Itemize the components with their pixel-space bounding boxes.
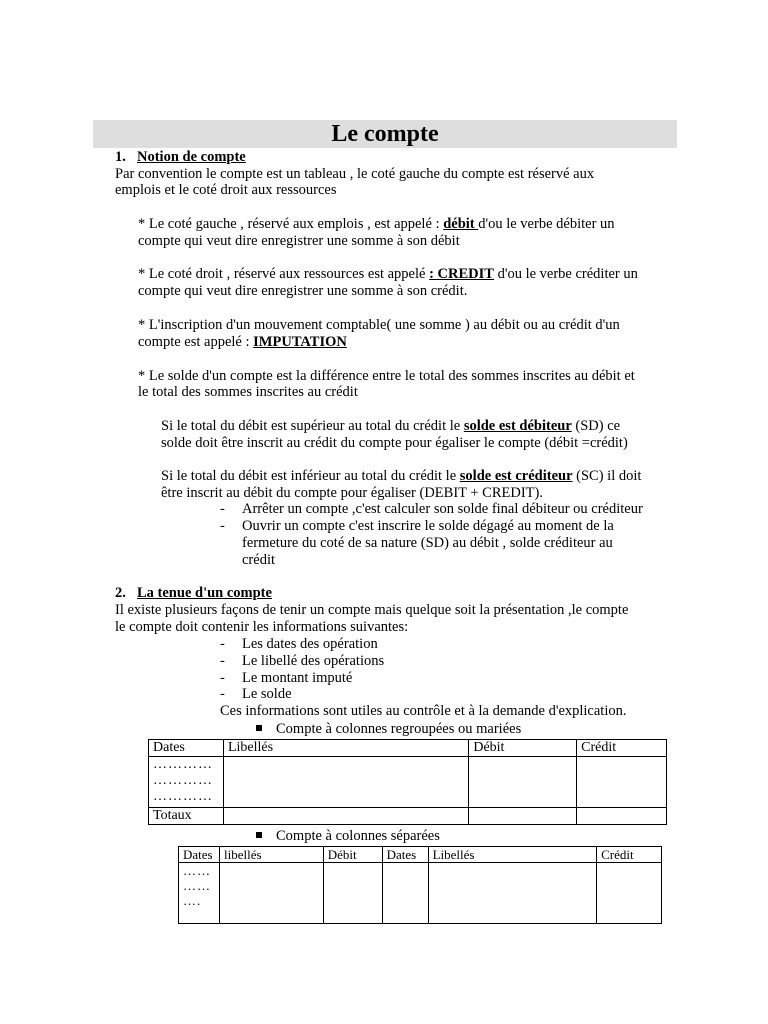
section-2-heading	[115, 585, 272, 602]
bullet-debit-line1	[138, 216, 615, 233]
section-2-intro-line2: le compte doit contenir les informations suivantes:	[115, 619, 409, 635]
dotted-placeholder: ……	[183, 878, 211, 893]
bullet-credit-line1	[138, 266, 638, 283]
page-title: Le compte	[331, 121, 439, 147]
dotted-placeholder: ….	[183, 893, 202, 908]
section-1-number: 1.	[115, 149, 126, 165]
keyword-imputation: IMPUTATION	[253, 334, 347, 350]
credit-cell	[577, 757, 667, 808]
paragraph-debiteur-line2: solde doit être inscrit au crédit du compte pour égaliser le compte (débit =crédit)	[161, 435, 628, 451]
table2-caption-text: Compte à colonnes séparées	[276, 828, 440, 844]
info-note: Ces informations sont utiles au contrôle et à la demande d'explication.	[220, 703, 627, 719]
paragraph-debiteur-line1	[161, 418, 620, 435]
totals-libelles-cell	[223, 808, 468, 825]
section-1-intro-line2: emplois et le coté droit aux ressources	[115, 182, 337, 198]
dash-marker: -	[220, 636, 225, 652]
section-2-intro-line1: Il existe plusieurs façons de tenir un compte mais quelque soit la présentation ,le compte	[115, 602, 629, 618]
table-colonnes-separees	[178, 846, 662, 924]
paragraph-crediteur-text: Si le total du débit est inférieur au total du crédit le	[161, 468, 460, 484]
bullet-solde-line1: * Le solde d'un compte est la différence entre le total des sommes inscrites au débit et	[138, 368, 635, 384]
totals-credit-cell	[577, 808, 667, 825]
header-debit: Débit	[323, 847, 382, 863]
bullet-debit-line2: compte qui veut dire enregistrer une somme à son débit	[138, 233, 460, 249]
header-libelles: libellés	[219, 847, 323, 863]
libelles-cell	[223, 757, 468, 808]
dash-item-ouvrir-line3: crédit	[242, 552, 276, 568]
paragraph-crediteur-line1	[161, 468, 641, 485]
dash-marker: -	[220, 518, 225, 534]
dotted-placeholder: ……	[183, 863, 211, 878]
credit-cell	[597, 863, 662, 924]
bullet-imputation-text: compte est appelé :	[138, 334, 254, 350]
table-header-row	[149, 740, 667, 757]
keyword-solde-crediteur: solde est créditeur	[459, 468, 573, 484]
debit-cell	[323, 863, 382, 924]
bullet-debit-text-end: d'ou le verbe débiter un	[478, 216, 615, 232]
totals-label: Totaux	[149, 808, 224, 825]
paragraph-debiteur-text: Si le total du débit est supérieur au total du crédit le	[161, 418, 464, 434]
section-1-heading	[115, 149, 246, 166]
header-dates: Dates	[179, 847, 220, 863]
paragraph-crediteur-line2: être inscrit au débit du compte pour égaliser (DEBIT + CREDIT).	[161, 485, 543, 501]
paragraph-debiteur-text-end: (SD) ce	[571, 418, 621, 434]
dash-marker: -	[220, 670, 225, 686]
bullet-credit-text-end: d'ou le verbe créditer un	[493, 266, 638, 282]
square-bullet-icon	[256, 832, 262, 838]
table2-caption	[256, 828, 440, 845]
libelles-cell	[219, 863, 323, 924]
section-1-title: Notion de compte	[137, 149, 246, 165]
bullet-credit-line2: compte qui veut dire enregistrer une somme à son crédit.	[138, 283, 468, 299]
dash-item-ouvrir-line1: Ouvrir un compte c'est inscrire le solde dégagé au moment de la	[242, 518, 614, 534]
dotted-placeholder: …………	[153, 757, 213, 772]
info-item-montant: Le montant imputé	[242, 670, 353, 686]
dates-cell-2	[382, 863, 428, 924]
table-row	[179, 863, 662, 924]
dates-cell	[149, 757, 224, 808]
header-debit: Débit	[469, 740, 577, 757]
table1-caption-text: Compte à colonnes regroupées ou mariées	[276, 721, 522, 737]
section-2-number: 2.	[115, 585, 126, 601]
dash-marker: -	[220, 686, 225, 702]
dotted-placeholder: …………	[153, 789, 213, 804]
paragraph-crediteur-text-end: (SC) il doit	[572, 468, 642, 484]
dash-marker: -	[220, 501, 225, 517]
info-item-dates: Les dates des opération	[242, 636, 378, 652]
title-band	[93, 120, 677, 148]
bullet-debit-text: * Le coté gauche , réservé aux emplois , est appelé :	[138, 216, 444, 232]
dotted-placeholder: …………	[153, 773, 213, 788]
square-bullet-icon	[256, 725, 262, 731]
section-1-intro-line1: Par convention le compte est un tableau , le coté gauche du compte est réservé aux	[115, 166, 595, 182]
header-credit: Crédit	[597, 847, 662, 863]
debit-cell	[469, 757, 577, 808]
keyword-debit: débit	[443, 216, 479, 232]
header-libelles: Libellés	[223, 740, 468, 757]
dates-cell	[179, 863, 220, 924]
totals-row	[149, 808, 667, 825]
header-credit: Crédit	[577, 740, 667, 757]
header-dates-2: Dates	[382, 847, 428, 863]
dash-item-arreter: Arrêter un compte ,c'est calculer son solde final débiteur ou créditeur	[242, 501, 643, 517]
keyword-solde-debiteur: solde est débiteur	[463, 418, 572, 434]
bullet-credit-text: * Le coté droit , réservé aux ressources est appelé	[138, 266, 430, 282]
table-colonnes-regroupees	[148, 739, 667, 825]
info-item-solde: Le solde	[242, 686, 292, 702]
table-header-row	[179, 847, 662, 863]
header-libelles-2: Libellés	[428, 847, 596, 863]
info-item-libelle: Le libellé des opérations	[242, 653, 385, 669]
libelles-cell-2	[428, 863, 596, 924]
keyword-credit: : CREDIT	[429, 266, 494, 282]
bullet-imputation-line2	[138, 334, 347, 351]
section-2-title: La tenue d'un compte	[137, 585, 272, 601]
dash-marker: -	[220, 653, 225, 669]
header-dates: Dates	[149, 740, 224, 757]
table1-caption	[256, 721, 521, 738]
dash-item-ouvrir-line2: fermeture du coté de sa nature (SD) au débit , solde créditeur au	[242, 535, 613, 551]
bullet-imputation-line1: * L'inscription d'un mouvement comptable( une somme ) au débit ou au crédit d'un	[138, 317, 620, 333]
totals-debit-cell	[469, 808, 577, 825]
table-row	[149, 757, 667, 808]
bullet-solde-line2: le total des sommes inscrites au crédit	[138, 384, 358, 400]
